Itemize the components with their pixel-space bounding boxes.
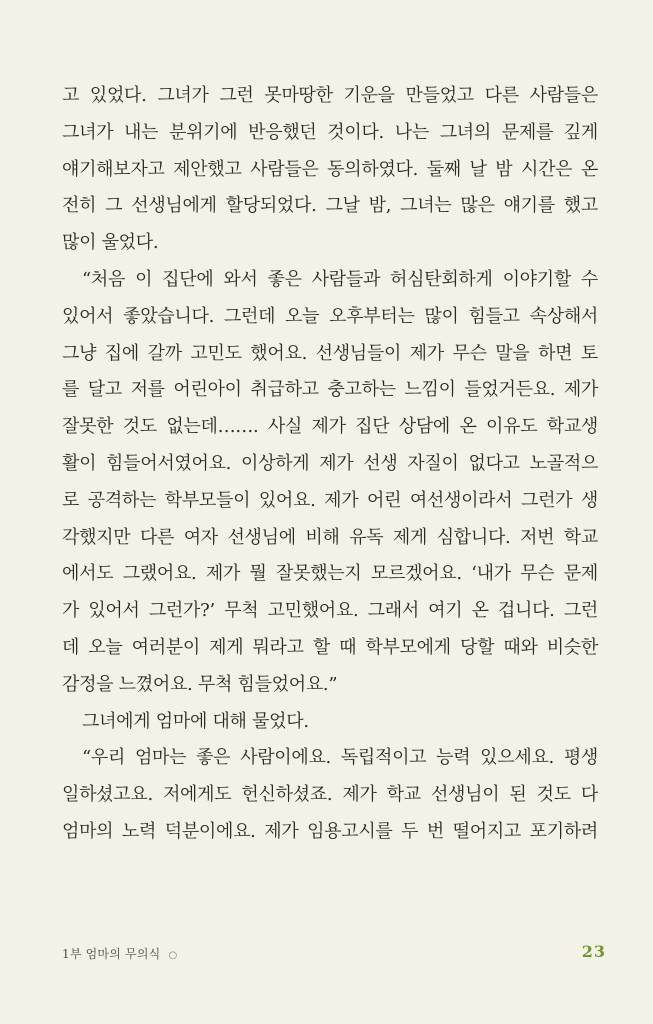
page-footer <box>62 942 606 964</box>
text-line: 각했지만 다른 여자 선생님에 비해 유독 제게 심합니다. 저번 학교 <box>62 526 598 548</box>
text-line: 그녀가 내는 분위기에 반응했던 것이다. 나는 그녀의 문제를 깊게 <box>62 121 598 143</box>
text-line: 그냥 집에 갈까 고민도 했어요. 선생님들이 제가 무슨 말을 하면 토 <box>62 342 598 364</box>
body-text <box>62 78 598 851</box>
text-line: 감정을 느꼈어요. 무척 힘들었어요.” <box>62 673 338 695</box>
text-line: 잘못한 것도 없는데……. 사실 제가 집단 상담에 온 이유도 학교생 <box>62 416 598 438</box>
text-line: 전히 그 선생님에게 할당되었다. 그날 밤, 그녀는 많은 얘기를 했고 <box>62 195 598 217</box>
text-line: 엄마의 노력 덕분이에요. 제가 임용고시를 두 번 떨어지고 포기하려 <box>62 820 598 842</box>
text-line: 고 있었다. 그녀가 그런 못마땅한 기운을 만들었고 다른 사람들은 <box>62 85 598 106</box>
text-line: 를 달고 저를 어린아이 취급하고 충고하는 느낌이 들었거든요. 제가 <box>62 379 598 401</box>
text-line: 많이 울었다. <box>62 232 159 254</box>
text-line: 있어서 좋았습니다. 그런데 오늘 오후부터는 많이 힘들고 속상해서 <box>62 305 598 327</box>
text-line: 에서도 그랬어요. 제가 뭘 잘못했는지 모르겠어요. ‘내가 무슨 문제 <box>62 563 598 585</box>
text-line: 얘기해보자고 제안했고 사람들은 동의하였다. 둘째 날 밤 시간은 온 <box>62 158 598 180</box>
text-line: 로 공격하는 학부모들이 있어요. 제가 어린 여선생이라서 그런가 생 <box>62 489 598 511</box>
page-number: 23 <box>581 942 606 961</box>
text-line: 일하셨고요. 저에게도 헌신하셨죠. 제가 학교 선생님이 된 것도 다 <box>62 784 598 806</box>
text-line: 활이 힘들어서였어요. 이상하게 제가 선생 자질이 없다고 노골적으 <box>62 452 598 474</box>
running-footer <box>62 945 177 962</box>
text-line: “처음 이 집단에 와서 좋은 사람들과 허심탄회하게 이야기할 수 <box>82 268 598 290</box>
text-line: “우리 엄마는 좋은 사람이에요. 독립적이고 능력 있으세요. 평생 <box>82 747 598 769</box>
text-line: 그녀에게 엄마에 대해 물었다. <box>82 710 309 732</box>
text-line: 가 있어서 그런가?’ 무척 고민했어요. 그래서 여기 온 겁니다. 그런 <box>62 600 598 622</box>
circle-bullet-icon: ○ <box>168 950 178 961</box>
section-title: 1부 엄마의 무의식 <box>62 947 161 961</box>
text-line: 데 오늘 여러분이 제게 뭐라고 할 때 학부모에게 당할 때와 비슷한 <box>62 636 598 658</box>
